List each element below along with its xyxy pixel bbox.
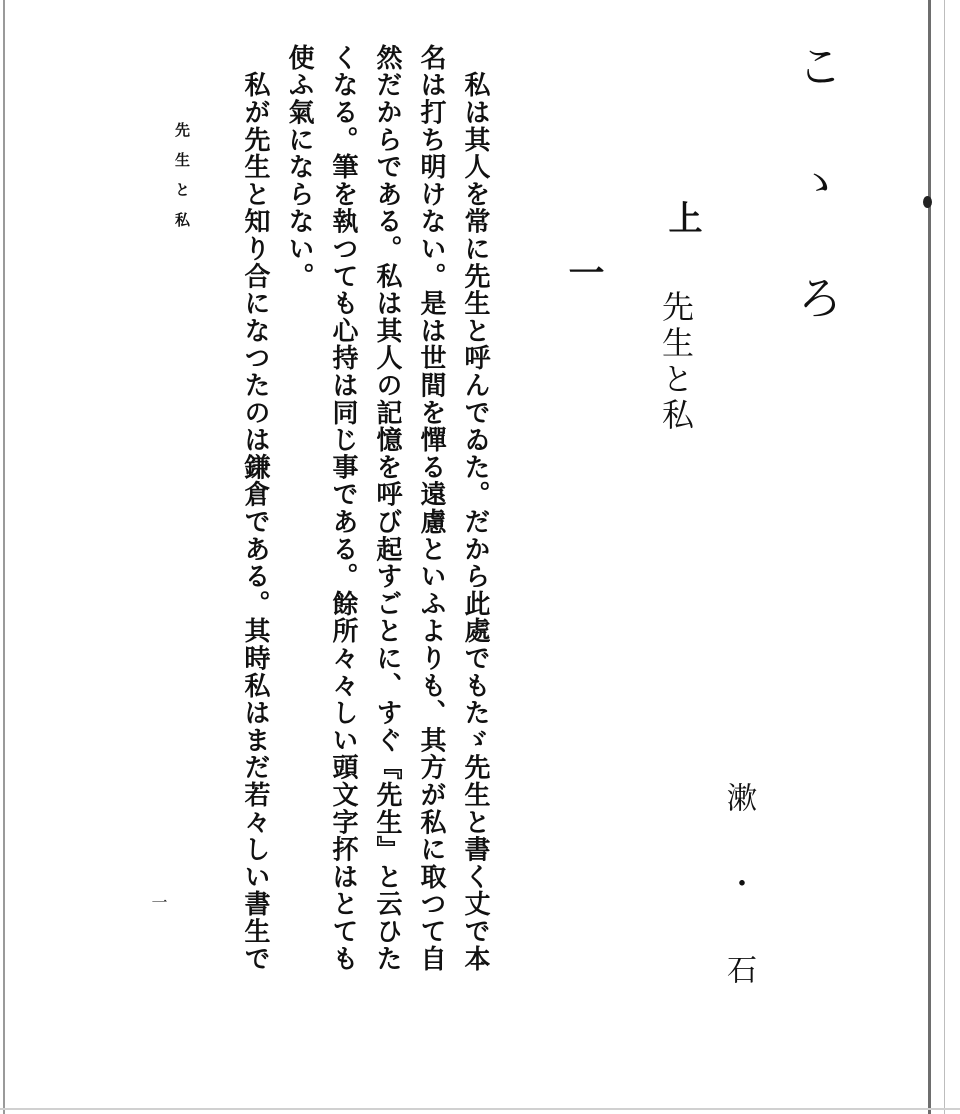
binding-gutter-line bbox=[928, 0, 931, 1114]
page-edge-bottom bbox=[0, 1108, 960, 1110]
ink-spot bbox=[923, 196, 932, 208]
section-number: 一 bbox=[563, 254, 605, 290]
body-column-1: 私は其人を常に先生と呼んでゐた。だから此處でもたゞ先生と書く丈で本 bbox=[460, 44, 490, 973]
binding-gutter-shadow bbox=[944, 0, 945, 1114]
body-column-2: 名は打ち明けない。是は世間を憚る遠慮といふよりも、其方が私に取つて自 bbox=[416, 44, 446, 973]
body-column-5: 使ふ氣にならない。 bbox=[284, 44, 314, 290]
body-column-4: くなる。筆を執つても心持は同じ事である。餘所々々しい頭文字抔はとても bbox=[328, 44, 358, 973]
page-edge-left bbox=[3, 0, 5, 1114]
chapter-title: 先生と私 bbox=[657, 290, 695, 434]
running-header: 先生と私 bbox=[173, 122, 191, 242]
page-folio: 一 bbox=[149, 894, 168, 910]
author-name: 漱・石 bbox=[721, 782, 756, 1040]
book-title: こゝろ bbox=[790, 42, 844, 390]
part-label: 上 bbox=[662, 200, 702, 234]
body-column-3: 然だからである。私は其人の記憶を呼び起すごとに、すぐ『先生』と云ひた bbox=[372, 44, 402, 973]
body-column-6: 私が先生と知り合になつたのは鎌倉である。其時私はまだ若々しい書生で bbox=[240, 44, 270, 973]
